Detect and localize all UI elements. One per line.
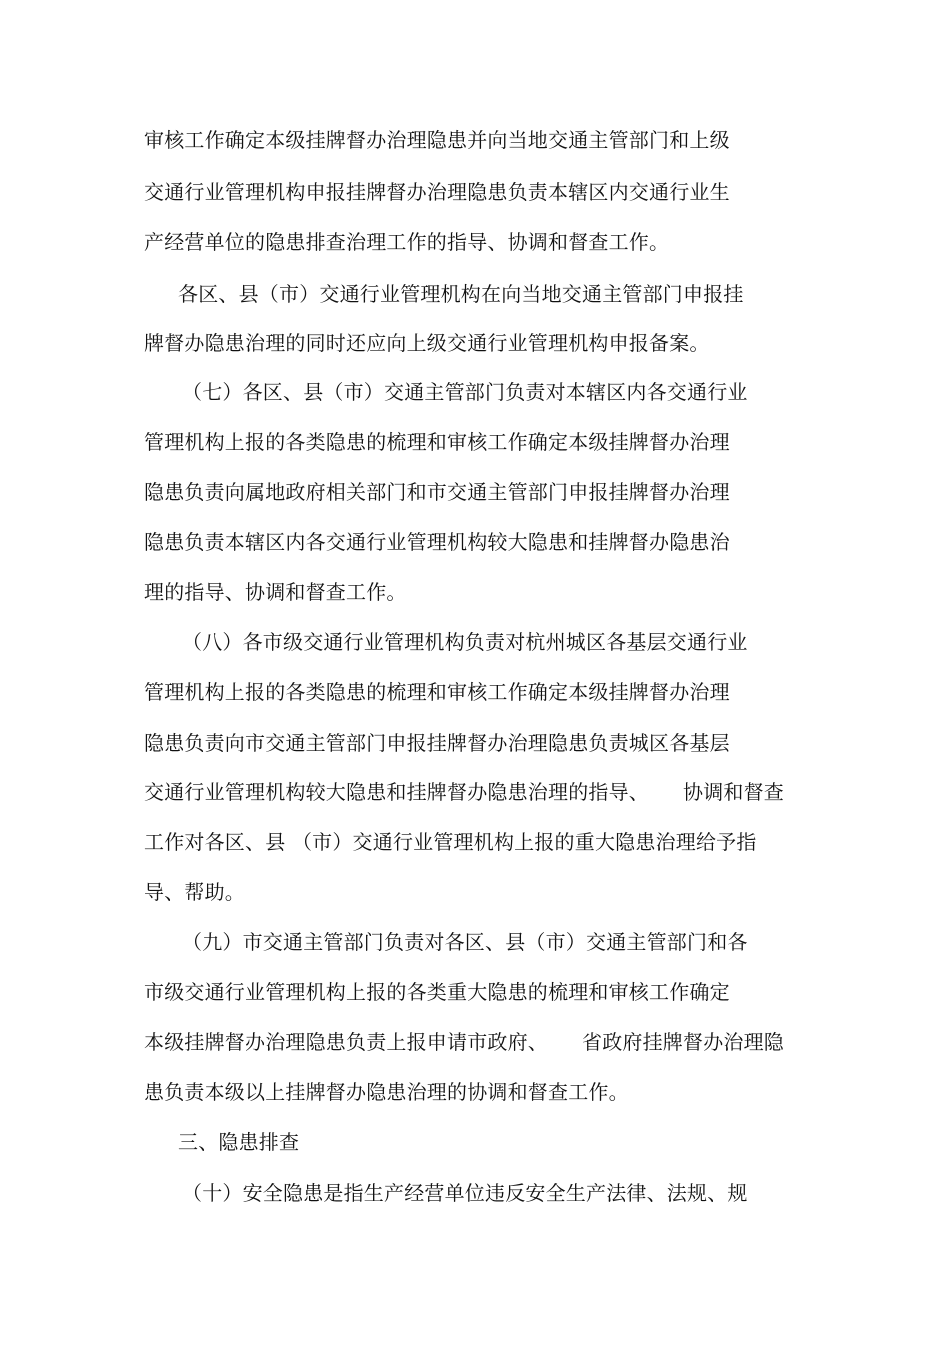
paragraph-first-line: （九）市交通主管部门负责对各区、县（市）交通主管部门和各	[182, 930, 748, 954]
text-line: 患负责本级以上挂牌督办隐患治理的协调和督查工作。	[144, 1080, 629, 1104]
text-line: 导、帮助。	[144, 880, 245, 904]
paragraph-first-line: 各区、县（市）交通行业管理机构在向当地交通主管部门申报挂	[178, 282, 744, 306]
paragraph-first-line: （八）各市级交通行业管理机构负责对杭州城区各基层交通行业	[182, 630, 748, 654]
text-line: 牌督办隐患治理的同时还应向上级交通行业管理机构申报备案。	[144, 331, 710, 355]
text-line: 产经营单位的隐患排查治理工作的指导、协调和督查工作。	[144, 230, 670, 254]
section-heading: 三、隐患排查	[178, 1130, 300, 1154]
text-line: 管理机构上报的各类隐患的梳理和审核工作确定本级挂牌督办治理	[144, 430, 730, 454]
text-line	[144, 1030, 784, 1054]
text-line: 管理机构上报的各类隐患的梳理和审核工作确定本级挂牌督办治理	[144, 680, 730, 704]
text-line	[144, 780, 784, 804]
paragraph-first-line: （七）各区、县（市）交通主管部门负责对本辖区内各交通行业	[182, 380, 748, 404]
text-segment: 交通行业管理机构较大隐患和挂牌督办隐患治理的指导、	[144, 780, 649, 804]
text-line: 交通行业管理机构申报挂牌督办治理隐患负责本辖区内交通行业生	[144, 180, 730, 204]
text-line: 隐患负责向市交通主管部门申报挂牌督办治理隐患负责城区各基层	[144, 731, 730, 755]
text-line: 工作对各区、县 （市）交通行业管理机构上报的重大隐患治理给予指	[144, 830, 757, 854]
text-line: 隐患负责本辖区内各交通行业管理机构较大隐患和挂牌督办隐患治	[144, 530, 730, 554]
text-line: 市级交通行业管理机构上报的各类重大隐患的梳理和审核工作确定	[144, 980, 730, 1004]
text-segment: 本级挂牌督办治理隐患负责上报申请市政府、	[144, 1030, 548, 1054]
paragraph-first-line: （十）安全隐患是指生产经营单位违反安全生产法律、法规、规	[182, 1181, 748, 1205]
text-segment: 协调和督查	[683, 780, 784, 804]
text-line: 理的指导、协调和督查工作。	[144, 580, 407, 604]
text-segment: 省政府挂牌督办治理隐	[582, 1030, 784, 1054]
text-line: 审核工作确定本级挂牌督办治理隐患并向当地交通主管部门和上级	[144, 128, 730, 152]
text-line: 隐患负责向属地政府相关部门和市交通主管部门申报挂牌督办治理	[144, 480, 730, 504]
